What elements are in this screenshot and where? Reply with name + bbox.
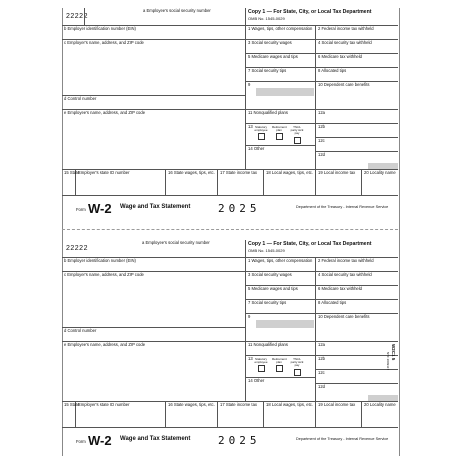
box-10[interactable] xyxy=(316,82,398,110)
box-14[interactable] xyxy=(246,378,316,402)
tax-year: 2025 xyxy=(218,202,261,215)
box-12b-label: 12b xyxy=(318,124,325,129)
ein-label: b Employer identification number (EIN) xyxy=(64,258,136,263)
box-11-label: 11 Nonqualified plans xyxy=(248,342,288,347)
box-17[interactable] xyxy=(218,402,264,428)
box-13-checkboxes xyxy=(254,126,304,144)
employee-name-box[interactable] xyxy=(62,342,246,402)
box-2-label: 2 Federal income tax withheld xyxy=(318,26,374,31)
box-20-label: 20 Locality name xyxy=(364,170,396,175)
employer-name-label: c Employer's name, address, and ZIP code xyxy=(64,40,144,45)
form-word: Form xyxy=(76,439,86,444)
statutory-employee-checkbox[interactable]: Statutory employee xyxy=(254,358,268,376)
box-19-label: 19 Local income tax xyxy=(318,170,356,175)
box-8-label: 8 Allocated tips xyxy=(318,68,347,73)
control-code-box xyxy=(62,8,88,26)
box-7[interactable] xyxy=(246,68,316,82)
box-8[interactable] xyxy=(316,68,398,82)
box-2[interactable] xyxy=(316,258,398,272)
box-3[interactable] xyxy=(246,272,316,286)
box-13-checkboxes xyxy=(254,358,304,376)
box-13-label: 13 xyxy=(248,356,253,361)
box-16-label: 16 State wages, tips, etc. xyxy=(168,402,215,407)
ssn-label: a Employee's social security number xyxy=(143,8,211,13)
box-19[interactable] xyxy=(316,170,362,196)
form-name: W-2 xyxy=(88,433,112,448)
ssn-label: a Employee's social security number xyxy=(142,240,210,245)
copy-title-box xyxy=(246,240,398,258)
box-14-label: 14 Other xyxy=(248,146,265,151)
box-9-label: 9 xyxy=(248,82,251,87)
copy-title: Copy 1 — For State, City, or Local Tax Department xyxy=(248,9,372,15)
ssn-box[interactable] xyxy=(84,8,246,26)
box-3-label: 3 Social security wages xyxy=(248,272,292,277)
ein-box[interactable] xyxy=(62,26,246,40)
box-20-label: 20 Locality name xyxy=(364,402,396,407)
box-9 xyxy=(246,314,316,342)
box-2[interactable] xyxy=(316,26,398,40)
control-code: 22222 xyxy=(66,13,88,20)
box-15-state[interactable] xyxy=(62,402,80,428)
box-10-label: 10 Dependent care benefits xyxy=(318,82,370,87)
employer-name-box[interactable] xyxy=(62,272,246,328)
form-title: Wage and Tax Statement xyxy=(120,436,191,442)
box-18-label: 18 Local wages, tips, etc. xyxy=(266,170,314,175)
control-number-box[interactable] xyxy=(62,96,246,110)
perforation-line xyxy=(62,229,398,230)
form-title: Wage and Tax Statement xyxy=(120,204,191,210)
control-number-label: d Control number xyxy=(64,328,97,333)
box-12d[interactable] xyxy=(316,152,398,170)
box-11[interactable] xyxy=(246,342,316,356)
box-10[interactable] xyxy=(316,314,398,342)
box-4[interactable] xyxy=(316,40,398,54)
employee-name-box[interactable] xyxy=(62,110,246,170)
box-3-label: 3 Social security wages xyxy=(248,40,292,45)
ein-box[interactable] xyxy=(62,258,246,272)
box-6-label: 6 Medicare tax withheld xyxy=(318,286,362,291)
side-form-code: W2C1 5 xyxy=(391,344,396,361)
box-16[interactable] xyxy=(166,402,218,428)
box-9-shade xyxy=(256,88,314,96)
box-20[interactable] xyxy=(362,402,398,428)
form-word: Form xyxy=(76,207,86,212)
box-19[interactable] xyxy=(316,402,362,428)
box-12d-label: 12d xyxy=(318,152,325,157)
box-12a-label: 12a xyxy=(318,110,325,115)
copy-title: Copy 1 — For State, City, or Local Tax Department xyxy=(248,241,372,247)
box-9-shade xyxy=(256,320,314,328)
box-6[interactable] xyxy=(316,286,398,300)
control-code-box xyxy=(62,240,88,258)
form-name: W-2 xyxy=(88,201,112,216)
box-18[interactable] xyxy=(264,402,316,428)
department-line: Department of the Treasury - Internal Revenue Service xyxy=(296,437,389,441)
control-number-box[interactable] xyxy=(62,328,246,342)
box-15-label: 15 State xyxy=(64,402,80,407)
box-12a[interactable] xyxy=(316,110,398,124)
employee-name-label: e Employee's name, address, and ZIP code xyxy=(64,110,146,115)
box-12d-shade xyxy=(368,163,398,169)
box-5[interactable] xyxy=(246,286,316,300)
box-7[interactable] xyxy=(246,300,316,314)
box-12c-label: 12c xyxy=(318,138,325,143)
box-8-label: 8 Allocated tips xyxy=(318,300,347,305)
box-4-label: 4 Social security tax withheld xyxy=(318,40,372,45)
box-12c[interactable] xyxy=(316,370,398,384)
statutory-employee-checkbox[interactable]: Statutory employee xyxy=(254,126,268,144)
box-16-label: 16 State wages, tips, etc. xyxy=(168,170,215,175)
omb-number: OMB No. 1545-0029 xyxy=(248,248,285,253)
box-18[interactable] xyxy=(264,170,316,196)
box-15-state-id[interactable] xyxy=(76,402,166,428)
box-13 xyxy=(246,124,316,146)
omb-number: OMB No. 1545-0029 xyxy=(248,16,285,21)
box-5-label: 5 Medicare wages and tips xyxy=(248,54,298,59)
box-4[interactable] xyxy=(316,272,398,286)
box-9-label: 9 xyxy=(248,314,251,319)
box-5[interactable] xyxy=(246,54,316,68)
box-14[interactable] xyxy=(246,146,316,170)
box-13-label: 13 xyxy=(248,124,253,129)
box-1-label: 1 Wages, tips, other compensation xyxy=(248,258,313,263)
box-4-label: 4 Social security tax withheld xyxy=(318,272,372,277)
box-10-label: 10 Dependent care benefits xyxy=(318,314,370,319)
box-1[interactable] xyxy=(246,26,316,40)
control-code: 22222 xyxy=(66,245,88,252)
box-11-label: 11 Nonqualified plans xyxy=(248,110,288,115)
box-1-label: 1 Wages, tips, other compensation xyxy=(248,26,313,31)
box-19-label: 19 Local income tax xyxy=(318,402,356,407)
box-15-state[interactable] xyxy=(62,170,80,196)
box-17-label: 17 State income tax xyxy=(220,402,258,407)
box-15-id-label: Employer's state ID number xyxy=(78,170,130,175)
tax-year: 2025 xyxy=(218,434,261,447)
box-1[interactable] xyxy=(246,258,316,272)
employee-name-label: e Employee's name, address, and ZIP code xyxy=(64,342,146,347)
control-number-label: d Control number xyxy=(64,96,97,101)
box-7-label: 7 Social security tips xyxy=(248,68,287,73)
copy-title-box xyxy=(246,8,398,26)
employer-name-box[interactable] xyxy=(62,40,246,96)
box-15-state-id[interactable] xyxy=(76,170,166,196)
box-6[interactable] xyxy=(316,54,398,68)
box-12b[interactable] xyxy=(316,124,398,138)
box-12d-label: 12d xyxy=(318,384,325,389)
box-9 xyxy=(246,82,316,110)
third-party-sick-pay-checkbox[interactable]: Third-party sick pay xyxy=(290,126,304,144)
box-13 xyxy=(246,356,316,378)
box-12a-label: 12a xyxy=(318,342,325,347)
retirement-plan-checkbox[interactable]: Retirement plan xyxy=(272,358,286,376)
department-line: Department of the Treasury - Internal Revenue Service xyxy=(296,205,389,209)
box-12d[interactable] xyxy=(316,384,398,402)
box-6-label: 6 Medicare tax withheld xyxy=(318,54,362,59)
box-3[interactable] xyxy=(246,40,316,54)
box-12c-label: 12c xyxy=(318,370,325,375)
box-5-label: 5 Medicare wages and tips xyxy=(248,286,298,291)
box-2-label: 2 Federal income tax withheld xyxy=(318,258,374,263)
side-form-number: NTF 2009117 xyxy=(386,352,390,371)
box-12d-shade xyxy=(368,395,398,401)
retirement-plan-checkbox[interactable]: Retirement plan xyxy=(272,126,286,144)
box-12c[interactable] xyxy=(316,138,398,152)
box-16[interactable] xyxy=(166,170,218,196)
box-14-label: 14 Other xyxy=(248,378,265,383)
box-7-label: 7 Social security tips xyxy=(248,300,287,305)
box-12b-label: 12b xyxy=(318,356,325,361)
box-17[interactable] xyxy=(218,170,264,196)
box-20[interactable] xyxy=(362,170,398,196)
box-17-label: 17 State income tax xyxy=(220,170,258,175)
box-15-label: 15 State xyxy=(64,170,80,175)
box-8[interactable] xyxy=(316,300,398,314)
box-15-id-label: Employer's state ID number xyxy=(78,402,130,407)
employer-name-label: c Employer's name, address, and ZIP code xyxy=(64,272,144,277)
ein-label: b Employer identification number (EIN) xyxy=(64,26,136,31)
box-18-label: 18 Local wages, tips, etc. xyxy=(266,402,314,407)
third-party-sick-pay-checkbox[interactable]: Third-party sick pay xyxy=(290,358,304,376)
ssn-box[interactable] xyxy=(84,240,246,258)
box-11[interactable] xyxy=(246,110,316,124)
